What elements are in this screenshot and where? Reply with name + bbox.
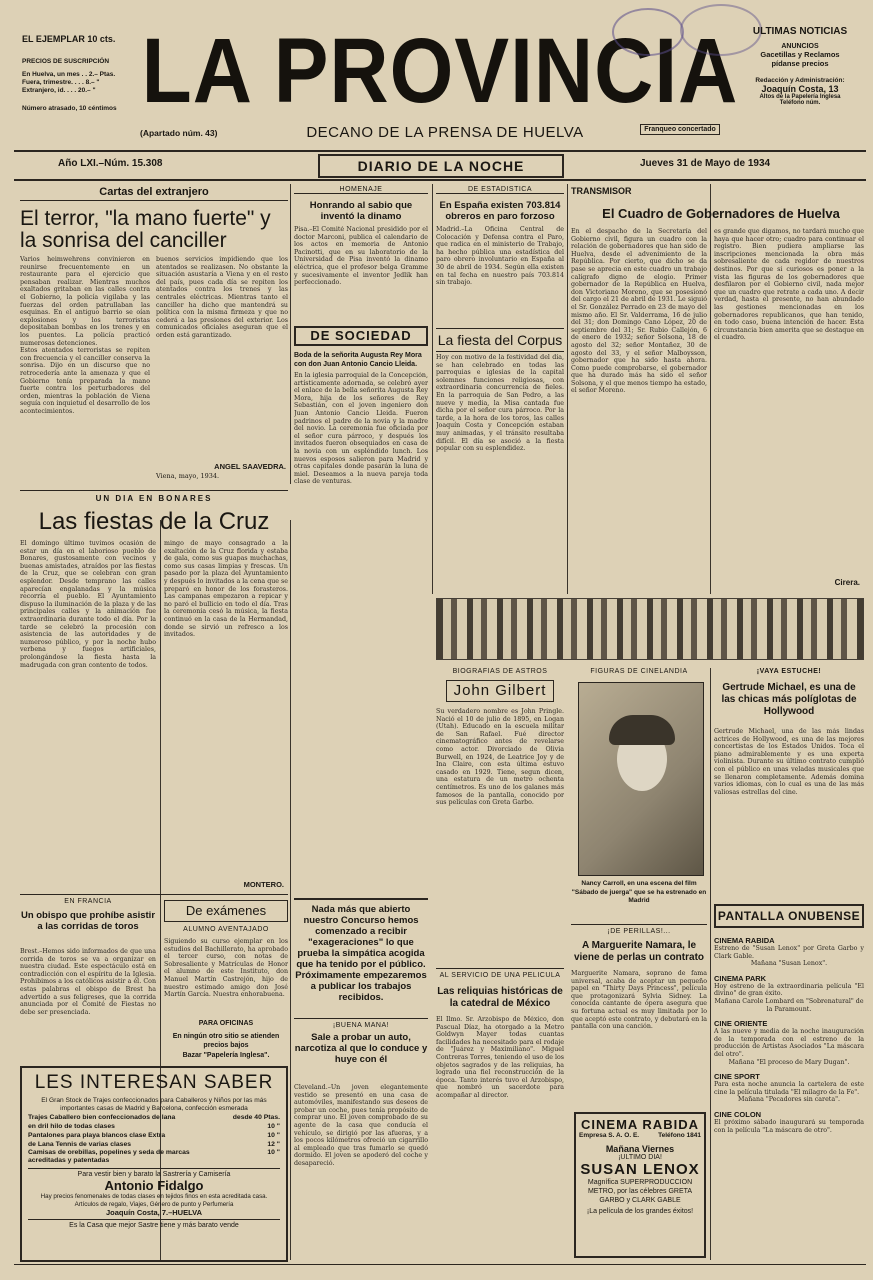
rabida-empresa: Empresa S. A. O. E. bbox=[579, 1132, 640, 1139]
homenaje-headline: Honrando al sabio que inventó la dinamo bbox=[309, 200, 413, 222]
interesan-footer: Es la Casa que mejor Sastre tiene y más barato vende bbox=[28, 1219, 280, 1229]
cine-name: CINE ORIENTE bbox=[714, 1019, 768, 1029]
column-divider bbox=[710, 668, 711, 1260]
sociedad-subhead: Boda de la señorita Augusta Rey Mora con don Juan Antonio Cancio Lleida. bbox=[294, 352, 422, 368]
perillas-headline: A Marguerite Namara, le viene de perlas un contrato bbox=[573, 940, 705, 963]
cartas-kicker: Cartas del extranjero bbox=[20, 186, 288, 201]
interesan-row bbox=[28, 1122, 280, 1131]
examenes-kicker: ALUMNO AVENTAJADO bbox=[183, 926, 269, 933]
masthead-rule bbox=[14, 150, 866, 152]
interesan-row-price: 10 " bbox=[267, 1149, 280, 1156]
astros-kicker: BIOGRAFIAS DE ASTROS bbox=[452, 668, 548, 675]
rabida-telefono: Teléfono 1841 bbox=[658, 1132, 701, 1139]
direccion: Joaquín Costa, 13 bbox=[761, 84, 839, 94]
ano-numero: Año LXI.–Núm. 15.308 bbox=[58, 158, 163, 169]
pelicula-headline: Las reliquias históricas de la catedral de México bbox=[437, 986, 563, 1009]
bottom-rule bbox=[14, 1264, 866, 1265]
suscripcion-line: Extranjero, id. . . . 20.– " bbox=[22, 87, 96, 94]
newspaper-title: LA PROVINCIA bbox=[141, 20, 739, 123]
estadistica-kicker: DE ESTADISTICA bbox=[436, 186, 564, 194]
interesan-row-label: de Lana Tennis de varias clases bbox=[28, 1141, 132, 1148]
francia-body: Brest.–Hemos sido informados de que una corrida de toros se va a organizar en nuestra ciudad. Este espectáculo está en contradicción con el espíritu de la Iglesia. Prohibimos a los católicos asistir a él. Con estas palabras el obispo de Brest ha advertido a sus feligreses, que la corrida anunciada por el Comité de Fiestas no debe ser presenciada. bbox=[20, 948, 156, 1016]
cine-entry bbox=[714, 1110, 864, 1134]
numero-atrasado: Número atrasado, 10 céntimos bbox=[22, 105, 117, 112]
ultimas-noticias: ULTIMAS NOTICIAS bbox=[752, 26, 848, 37]
cine-name: CINE COLON bbox=[714, 1109, 762, 1119]
estuche-kicker: ¡VAYA ESTUCHE! bbox=[756, 668, 822, 675]
sociedad-box bbox=[294, 326, 428, 346]
rabida-ad-info bbox=[579, 1132, 701, 1139]
perillas-body: Marguerite Namara, soprano de fama universal, acaba de aceptar un pequeño papel en "Thirty Days Princess", película que protagonizará Sylvia Sidney. La conocida cantante de ópera asegura que su fortuna actual es muy limitada por lo que aceptó este contrato, y debutará en la pantalla con una canción. bbox=[571, 970, 707, 1031]
cine-tomorrow: Mañana Carole Lombard en "Sobrenatural" de la Paramount. bbox=[714, 997, 864, 1013]
pelicula-kicker: AL SERVICIO DE UNA PELICULA bbox=[436, 968, 564, 979]
homenaje-body: Pisa.–El Comité Nacional presidido por el doctor Marconi, publica el calendario de los actos en memoria de Antonio Pacinotti, que en su laboratorio de la Universidad de Pisa inventó la dinamo eléctrica, que el profesor belga Gramme y sucesivamente el inventor Jedlik han perfeccionado. bbox=[294, 226, 428, 287]
masthead-rule bbox=[14, 179, 866, 181]
estadistica-headline: En España existen 703.814 obreros en paro forzoso bbox=[439, 200, 561, 222]
apartado: (Apartado núm. 43) bbox=[140, 128, 218, 138]
interesan-ad bbox=[20, 1066, 288, 1262]
postal-stamp bbox=[612, 8, 684, 56]
cine-entry bbox=[714, 936, 864, 968]
cine-entry bbox=[714, 974, 864, 1013]
francia-headline: Un obispo que prohíbe asistir a las corridas de toros bbox=[20, 910, 156, 932]
cine-tomorrow: Mañana "Pecadores sin careta". bbox=[738, 1096, 840, 1104]
pantalla-box bbox=[714, 904, 864, 928]
interesan-row-label: en dril hilo de todas clases bbox=[28, 1123, 115, 1130]
nancy-carroll-photo bbox=[578, 682, 704, 876]
francia-kicker: EN FRANCIA bbox=[64, 898, 112, 905]
homenaje-kicker: HOMENAJE bbox=[294, 186, 428, 194]
rabida-slogan: ¡La película de los grandes éxitos! bbox=[586, 1208, 694, 1215]
newspaper-subtitle: DECANO DE LA PRENSA DE HUELVA bbox=[306, 124, 584, 141]
anuncios-label: ANUNCIOS bbox=[781, 43, 819, 50]
sociedad-title: DE SOCIEDAD bbox=[310, 328, 412, 343]
cine-entry bbox=[714, 1072, 864, 1104]
astros-body: Su verdadero nombre es John Pringle. Nació el 10 de julio de 1895, en Logan (Utah). Educado en la escuela militar de San Rafael. Fué director cinematográfico antes de revelarse como actor. Divorciado de Olivia Burwell, en 1924, de Leatrice Joy y de Ina Claire, con esta última estuvo casado en 1929. Tiene, segun dicen, una estatura de un metro ochenta centímetros. Es uno de los galanes más famosos de la pantalla, conocido por sus películas con Greta Garbo. bbox=[436, 708, 564, 807]
interesan-row-price: desde 40 Ptas. bbox=[232, 1114, 280, 1121]
rabida-when: Mañana Viernes bbox=[605, 1144, 675, 1154]
rabida-ultimo: ¡ULTIMO DIA! bbox=[618, 1154, 662, 1161]
right-ear bbox=[735, 26, 865, 106]
interesan-row-price: 10 " bbox=[267, 1123, 280, 1130]
interesan-row bbox=[28, 1113, 280, 1122]
bonares-body-continued: mingo de mayo consagrado a la exaltación de la Cruz florida y estaba de gala, como sus guapas muchachas, como sus casas limpias y frescas. Un pasado por la plaza del Ayuntamiento y después lo invitados a la cena que se preparó en honor de los forasteros. Las campanas empezaron a repicar y no paró el bullicio en todo el día. Tras la ceremonia cesó la música, la fiesta continuó en la casa de la Hermandad, donde se sirvió un refresco a los invitados. bbox=[164, 540, 288, 639]
estuche-headline: Gertrude Michael, es una de las chicas más políglotas de Hollywood bbox=[721, 682, 857, 717]
interesan-intro: El Gran Stock de Trajes confeccionados para Caballeros y Niños por las más importantes casas de Madrid y Barcelona, confección esmerada bbox=[41, 1097, 267, 1112]
redaccion-label: Redacción y Administración: bbox=[755, 77, 845, 84]
section-rule bbox=[20, 894, 288, 895]
interesan-sastreria: Para vestir bien y barato la Sastrería y Camisería bbox=[28, 1168, 280, 1178]
interesan-address: Joaquín Costa, 7.–HUELVA bbox=[106, 1208, 202, 1217]
cinelandia-caption: Nancy Carroll, en una escena del film "Sábado de juerga" que se ha estrenado en Madrid bbox=[571, 880, 707, 904]
rabida-film: SUSAN LENOX bbox=[580, 1161, 700, 1178]
oficinas-signature: Bazar "Papelería Inglesa". bbox=[182, 1052, 270, 1059]
cartas-paragraph: Estos atentados terroristas se repiten con frecuencia y el canciller conserva la sonrisa. Dijo en un discurso que no retrocedería ante la amenaza y que el Gobierno tenía preparada la mano fuerte contra los perturbadores del orden, mientras la población de Viena seguía con inquietud el desarrollo de los acontecimientos. bbox=[20, 347, 150, 415]
diario-de-la-noche: DIARIO DE LA NOCHE bbox=[318, 154, 564, 178]
cartas-headline: El terror, "la mano fuerte" y la sonrisa del canciller bbox=[20, 207, 271, 252]
estadistica-body: Madrid.–La Oficina Central de Colocación y Defensa contra el Paro, que radica en el ministerio de Trabajo, ha hecho pública una estadística del paro obrero involuntario en España al 30 de abril de 1934. Según ella existen en tal fecha en nuestro país 703.814 sin trabajo. bbox=[436, 226, 564, 287]
cartas-place: Viena, mayo, 1934. bbox=[156, 472, 220, 480]
cine-text: Estreno de "Susan Lenox" por Greta Garbo y Clark Gable. bbox=[714, 945, 864, 960]
illustration-strip bbox=[436, 598, 864, 660]
section-rule bbox=[20, 490, 288, 491]
interesan-row bbox=[28, 1131, 280, 1140]
franqueo: Franqueo concertado bbox=[640, 124, 720, 135]
estuche-body: Gertrude Michael, una de las más lindas actrices de Hollywood, es una de las mejores concertistas de los Estados Unidos. Toca el piano admirablemente y es una experta violinista. Durante su último contrato cumplió con el público en unas veladas musicales que se llenaron completamente. Además domina varios idiomas, con lo cual es una de las más valiosas estrellas del cine. bbox=[714, 728, 864, 796]
cine-text: Hoy estreno de la extraordinaria película "El divino" de gran éxito. bbox=[714, 982, 864, 998]
transmisor-kicker: TRANSMISOR bbox=[571, 186, 632, 196]
cartelera-list bbox=[714, 932, 864, 1260]
fecha: Jueves 31 de Mayo de 1934 bbox=[640, 158, 771, 169]
cine-text: Para esta noche anuncia la cartelera de este cine la película titulada "El milagro de la Fe". bbox=[714, 1081, 864, 1096]
bonares-body: El domingo último tuvimos ocasión de estar un día en el laborioso pueblo de Bonares, gustosamente con vecinos y buenas amistades, atraídos por las fiestas de la Cruz, que se celebran con gran esplendor. Desde temprano las calles aparecían engalanadas y la música recorría el pueblo. El Ayuntamiento dispuso la iluminación de la plaza y de las principales calles y la animación fue extraordinaria durante todo el día. Por la tarde se celebró la procesión con asistencia de las autoridades y de numeroso público, y por la noche hubo verbena y fuegos artificiales, prolongándose la fiesta hasta la madrugada con gran contento de todos. bbox=[20, 540, 156, 669]
column-divider bbox=[290, 184, 291, 484]
interesan-title: LES INTERESAN SABER bbox=[34, 1072, 274, 1093]
ejemplar-price: EL EJEMPLAR 10 cts. bbox=[22, 34, 116, 44]
examenes-title: De exámenes bbox=[185, 903, 267, 918]
oficinas-body: En ningún otro sitio se atienden precios bajos bbox=[172, 1033, 280, 1049]
buena-mana-body: Cleveland.–Un joven elegantemente vestido se presentó en una casa de automóviles, manifestando sus deseos de probar un coche, pues tenía propósito de comprar uno. El joven comprobado de su agente de la casa que conducía el vehículo, se dirigió por las afueras, y a los pocos kilómetros ofreció un cigarrillo al empleado que tras fumarlo se quedó dormido. El joven se apoderó del coche y desapareció. bbox=[294, 1084, 428, 1167]
cinelandia-kicker: FIGURAS DE CINELANDIA bbox=[590, 668, 688, 675]
cine-name: CINEMA RABIDA bbox=[714, 936, 775, 945]
pidanse-precios: pídanse precios bbox=[771, 59, 829, 68]
bonares-headline: Las fiestas de la Cruz bbox=[38, 508, 270, 535]
cartas-paragraph: Varios heimwehrens convinieron en reunirse frecuentemente en un restaurante para el ejercicio que pensaban realizar. Mientras muchos exaltados gritaban en las calles contra el Gobierno, la policía vigilaba y las fuerzas del orden patrullaban las esquinas. En el antiguo barrio se oían explosiones y los terroristas depositaban bombas en los trenes y en los puentes. La policía practicó numerosas detenciones. bbox=[20, 256, 150, 347]
gobernadores-headline: El Cuadro de Gobernadores de Huelva bbox=[602, 206, 840, 221]
column-divider bbox=[290, 520, 291, 1260]
cine-tomorrow: Mañana "Susan Lenox". bbox=[750, 960, 828, 968]
buena-mana-kicker: ¡BUENA MANA! bbox=[294, 1018, 428, 1029]
interesan-row-price: 12 " bbox=[267, 1141, 280, 1148]
cine-text: A las nueve y media de la noche inauguración de la temporada con el estreno de la producción de Artistas Asociados "La máscara del otro". bbox=[714, 1028, 864, 1058]
cartas-signature: ANGEL SAAVEDRA. bbox=[214, 462, 286, 471]
cine-tomorrow: Mañana "El proceso de Mary Dugan". bbox=[728, 1058, 850, 1066]
sociedad-body-continued bbox=[294, 596, 428, 890]
portrait-hair bbox=[609, 715, 675, 745]
column-divider bbox=[432, 184, 433, 594]
cine-name: CINEMA PARK bbox=[714, 973, 767, 983]
examenes-body: Siguiendo su curso ejemplar en los estudios del Bachillerato, ha aprobado el tercer curso, con notas de Sobresaliente y Matrículas de Honor el alumno de este Instituto, don Manuel Martín Castrejón, hijo de nuestro estimado amigo don José Martín García. Nuestra enhorabuena. bbox=[164, 938, 288, 999]
rabida-ad-name: CINEMA RABIDA bbox=[581, 1117, 699, 1132]
concurso-notice: Nada más que abierto nuestro Concurso hemos comenzado a recibir "exageraciones" lo que prueba la simpática acogida que ha tenido por el público. Próximamente empezaremos a publicar los trabajos recibidos. bbox=[294, 898, 428, 1003]
suscripcion-line: En Huelva, un mes . . 2.– Ptas. bbox=[22, 71, 116, 78]
rabida-desc: Magnífica SUPERPRODUCCION METRO, por las célebres GRETA GARBO y CLARK GABLE bbox=[587, 1179, 693, 1204]
telefono: Teléfono núm. bbox=[779, 100, 821, 106]
corpus-title: La fiesta del Corpus bbox=[436, 328, 564, 352]
bonares-kicker: UN DIA EN BONARES bbox=[95, 494, 213, 503]
column-divider bbox=[710, 184, 711, 594]
interesan-row bbox=[28, 1149, 280, 1165]
interesan-row bbox=[28, 1140, 280, 1149]
suscripcion-title: PRECIOS DE SUSCRIPCIÓN bbox=[22, 58, 110, 65]
interesan-row-price: 10 " bbox=[267, 1132, 280, 1139]
cine-entry bbox=[714, 1019, 864, 1066]
pantalla-title: PANTALLA ONUBENSE bbox=[717, 909, 861, 923]
altos-papeleria: Altos de la Papelería Inglesa bbox=[759, 94, 841, 100]
interesan-notice: Hay precios fenomenales de todas clases en tejidos finos en esta acreditada casa. Artículos de regalo, Viajes, Género de punto y Perfumería bbox=[40, 1193, 268, 1208]
oficinas-title: PARA OFICINAS bbox=[198, 1020, 254, 1027]
examenes-title-box bbox=[164, 900, 288, 922]
cine-name: CINE SPORT bbox=[714, 1072, 760, 1082]
gobernadores-signature: Cirera. bbox=[834, 578, 860, 587]
interesan-row-label: Pantalones para playa blancos clase Extra bbox=[28, 1132, 166, 1139]
buena-mana-headline: Sale a probar un auto, narcotiza al que lo conduce y huye con él bbox=[294, 1032, 428, 1065]
gobernadores-body: En el despacho de la Secretaría del Gobierno civil, figura un cuadro con la relación de gobernadores que han sido de Huelva, desde el advenimiento de la República. Por cierto, que dicho se da pase se aprecia en este cuadro un trabajo calígrafo digno de elogio. Primer gobernador de la República en Huelva, don Victoriano Moreno, que se posesionó del cargo el 21 de abril de 1931. Le siguió el Sr. González Perrado en 23 de mayo del mismo año. El Sr. Valderrama, 16 de julio del 31; don Domingo Cano López, 20 de septiembre del 31; Sr. Rubio Callejón, 6 de enero de 1932; señor Solsona, 18 de agosto del 32; señor Montañez, 30 de agosto del 33, y el señor Malboysson, gobernador que ha sido hasta ahora. Como puede comprobarse, el gobernador que ha durado más ha sido el señor Solsona, y el que menos tiempo ha estado, el señor Moreno. bbox=[571, 228, 707, 395]
interesan-shop: Antonio Fidalgo bbox=[104, 1178, 204, 1193]
price-box bbox=[22, 34, 132, 113]
sociedad-body: En la iglesia parroquial de la Concepción, artísticamente adornada, se celebró ayer el enlace de la bella señorita Augusta Rey Mora, hija de los señores de Rey Sebastián, con el joven ingeniero don Juan Antonio Cancio Lleida. Fueron padrinos el padre de la novia y la madre del novio. La ceremonia fue oficiada por el señor cura párroco, y después los invitados fueron obsequiados en casa de la novia con un espléndido lunch. Los nuevos esposos salieron para Madrid y otras capitales donde pasarán la luna de miel. Deseamos a la nueva pareja toda clase de venturas. bbox=[294, 372, 428, 486]
suscripcion-line: Fuera, trimestre. . . . 8.– " bbox=[22, 79, 100, 86]
cartas-body-continued: buenos servicios impidiendo que los atentados se realizasen. No obstante la situación asustaría a Viena y en el resto del país, pues cada día se repiten los atentados contra los trenes y las centrales eléctricas. Mientras tanto el canciller ha dicho que mantendrá su política con la misma firmeza y que no cederá a las presiones del exterior. Los comunicados oficiales aseguran que el orden está garantizado. bbox=[156, 256, 288, 339]
cine-text: El próximo sábado inaugurará su temporada con la película "La máscara de otro". bbox=[714, 1118, 864, 1134]
column-divider bbox=[567, 184, 568, 594]
cartas-body bbox=[20, 256, 150, 491]
corpus-body: Hoy con motivo de la festividad del día, se han celebrado en todas las parroquias e iglesias de la capital solemnes funciones religiosas, con extraordinaria concurrencia de fieles. En la parroquia de San Pedro, a las nueve y media, la Misa cantada fue dicha por el señor cura párroco. Por la tarde, a la hora de los toros, las calles Joaquín Costa y Concepción estaban muy animadas, y el tránsito resultaba difícil. El día se asoció a la fiesta popular con su esplendidez. bbox=[436, 354, 564, 453]
interesan-row-label: Trajes Caballero bien confeccionados de lana bbox=[28, 1114, 176, 1121]
cinema-rabida-ad bbox=[574, 1112, 706, 1258]
astros-title: John Gilbert bbox=[453, 682, 547, 699]
bonares-signature: MONTERO. bbox=[243, 880, 284, 889]
gobernadores-body-continued: es grande que digamos, no tardará mucho que haya que hacer otro; cuadro para continuar el registro. Bien pudiera ampliarse las inscripciones mencionada la obra más sobresaliente de cada regidor de nuestros destinos. Por que si curiosos es poner a la vista las figuras de los gobernadores que desfilaron por el Gobierno civil, nada mejor que un cuadro que retrate a cada uno. A decir verdad, hasta el presente, no han abundado las gestiones mencionadas en los gobernadores republicanos, que han tenido, en todo caso, buena intención de hacer. Esta circunstancia bien amerita que se destaque en el cuadro. bbox=[714, 228, 864, 342]
astros-title-box bbox=[446, 680, 554, 702]
interesan-row-label: Camisas de orebillas, popelines y seda de marcas acreditadas y patentadas bbox=[28, 1149, 190, 1164]
gacetillas: Gacetillas y Reclamos bbox=[760, 50, 840, 59]
pelicula-body: El Ilmo. Sr. Arzobispo de México, don Pascual Díaz, ha otorgado a la Metro Goldwyn Mayer todas cuantas facilidades ha necesitado para el rodaje de "Juárez y Maximiliano". Miguel Contreras Torres, teniendo el uso de los objetos sagrados y de las reliquias, ha logrado una fiel reconstrucción de la época. Tanto interés tuvo el Arzobispo, que nombró un sacerdote para acompañar al director. bbox=[436, 1016, 564, 1099]
perillas-kicker: ¡DE PERILLAS!... bbox=[571, 924, 707, 935]
